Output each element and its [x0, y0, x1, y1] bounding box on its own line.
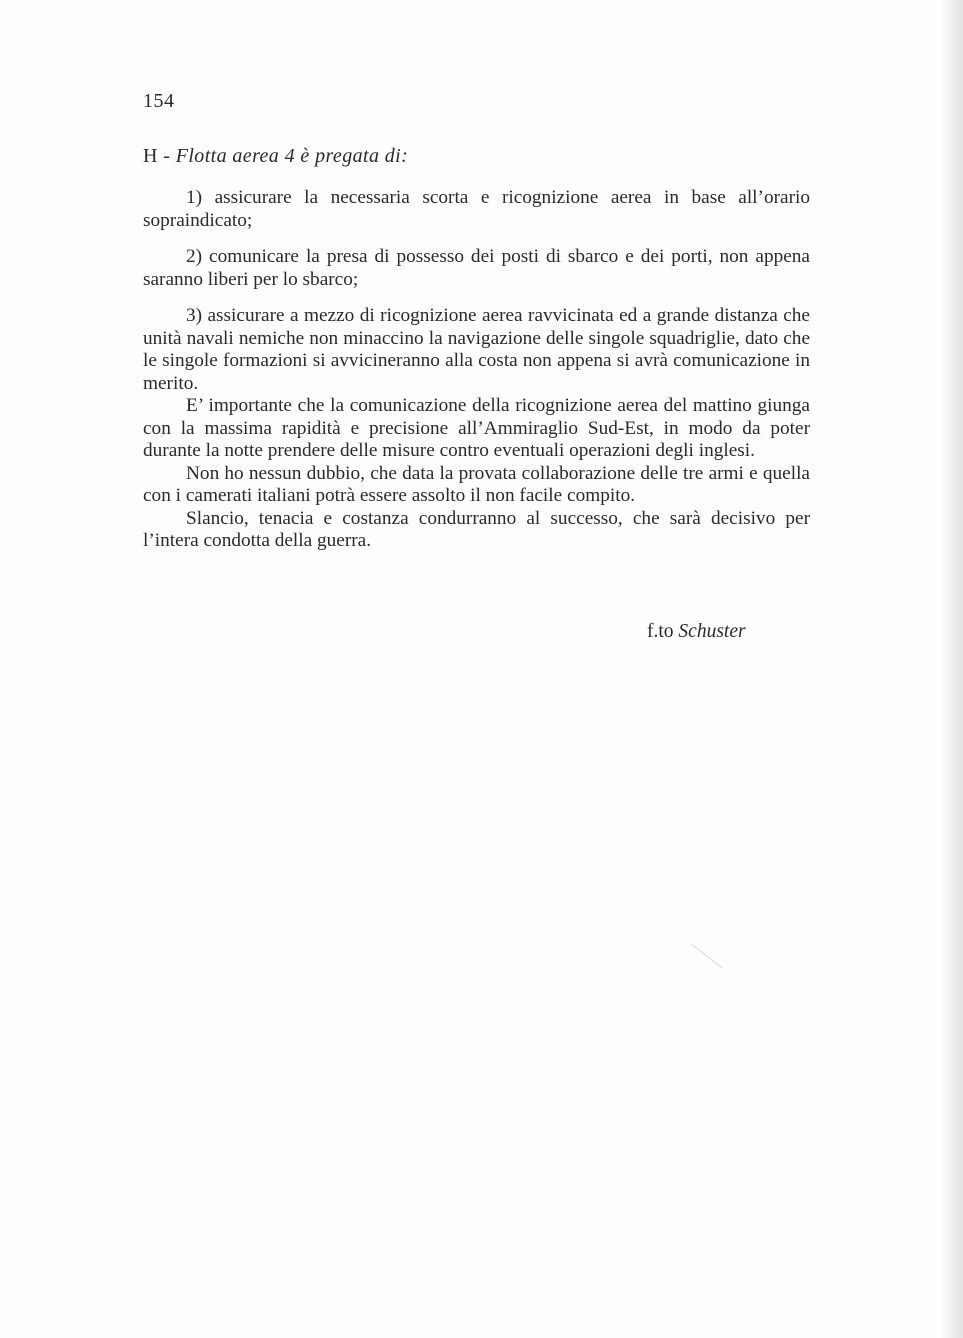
signature-prefix: f.to	[647, 621, 674, 642]
paragraph-confidence: Non ho nessun dubbio, che data la provata collaborazione delle tre armi e quella con i camerati italiani potrà essere assolto il non facile compito.	[143, 462, 810, 506]
signature	[647, 621, 746, 643]
signature-name: Schuster	[678, 621, 746, 642]
paragraph-item-3: 3) assicurare a mezzo di ricognizione aerea ravvicinata ed a grande distanza che unità navali nemiche non minaccino la navigazione delle singole squadriglie, dato che le singole formazioni si avvicineranno alla costa non appena si avrà comunicazione in merito.	[143, 305, 810, 394]
page-number: 154	[143, 90, 175, 112]
page-edge-shadow	[941, 0, 963, 1338]
document-body	[143, 187, 810, 553]
paragraph-item-1: 1) assicurare la necessaria scorta e ricognizione aerea in base all’orario sopraindicato;	[143, 187, 810, 231]
paragraph-item-2: 2) comunicare la presa di possesso dei posti di sbarco e dei porti, non appena saranno liberi per lo sbarco;	[143, 246, 810, 290]
paragraph-closing: Slancio, tenacia e costanza condurranno al successo, che sarà decisivo per l’intera condotta della guerra.	[143, 507, 810, 551]
section-letter: H	[143, 145, 158, 167]
section-separator: -	[163, 145, 171, 167]
section-title: Flotta aerea 4 è pregata di:	[175, 145, 409, 167]
paragraph-importance: E’ importante che la comunicazione della ricognizione aerea del mattino giunga con la massima rapidità e precisione all’Ammiraglio Sud-Est, in modo da poter durante la notte prendere delle misure contro eventuali operazioni degli inglesi.	[143, 395, 810, 461]
scan-mark	[692, 944, 723, 968]
section-heading	[143, 145, 408, 168]
